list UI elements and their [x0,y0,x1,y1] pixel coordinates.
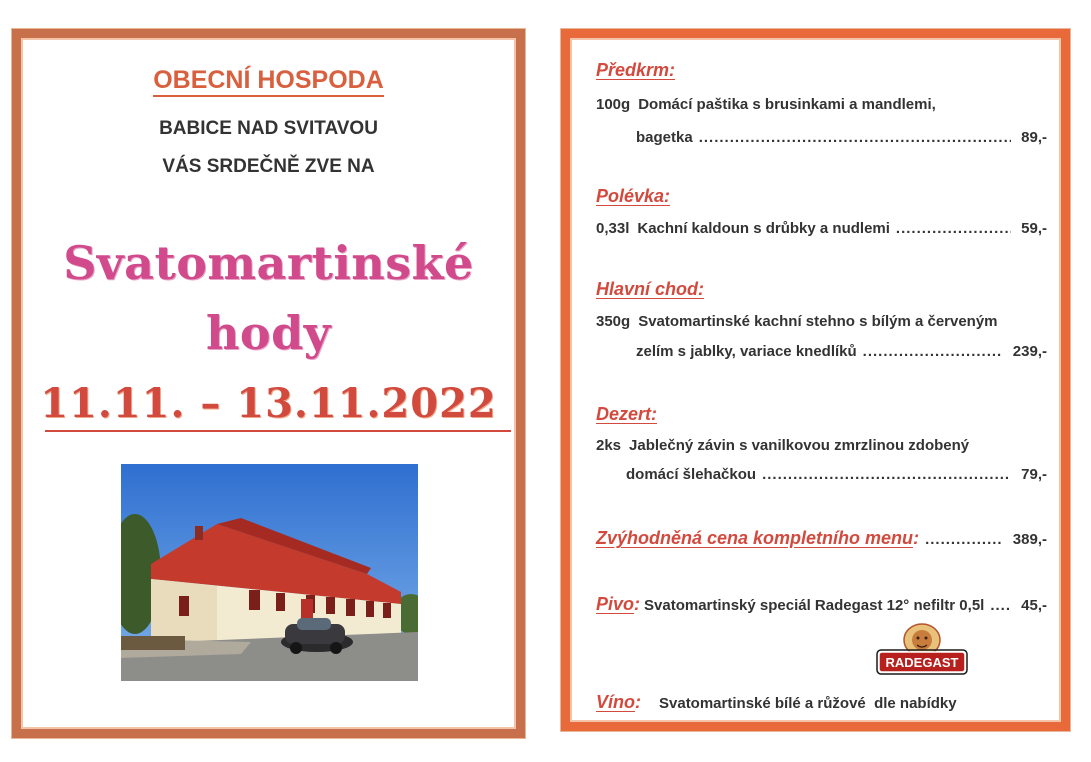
soup-price: 59,- [1021,220,1047,237]
starter-heading: Předkrm: [596,60,676,80]
event-date: 11.11. – 13.11.2022 [40,380,497,427]
starter-price: 89,- [1021,129,1047,146]
dessert-line-2 [626,466,1047,483]
village-name: BABICE NAD SVITAVOU [159,118,378,139]
soup-line [596,220,1047,237]
beer-desc: Svatomartinský speciál Radegast 12° nefiltr 0,5l [644,597,985,614]
radegast-logo-text: RADEGAST [885,655,959,670]
leader-dots [699,129,1011,146]
main-line-1 [596,313,1047,330]
main-qty: 350g [596,313,631,330]
dessert-qty: 2ks [596,437,622,454]
leader-dots [863,343,1003,360]
beer-price: 45,- [1021,597,1047,614]
dessert-price: 79,- [1021,466,1047,483]
dessert-desc: Jablečný závin s vanilkovou zmrzlinou zdobený [629,437,970,454]
soup-heading: Polévka: [596,186,671,206]
leader-dots [990,597,1011,614]
main-price: 239,- [1012,343,1047,360]
invitation-text: VÁS SRDEČNĚ ZVE NA [162,156,375,177]
starter-desc-cont: bagetka [636,129,693,146]
soup-qty: 0,33l [596,220,630,237]
complete-menu-colon: : [913,528,920,548]
beer-colon: : [634,594,641,614]
complete-menu-price: 389,- [1012,531,1047,548]
main-desc-cont: zelím s jablky, variace knedlíků [636,343,857,360]
main-line-2 [636,343,1047,360]
dessert-desc-cont: domácí šlehačkou [626,466,757,483]
starter-qty: 100g [596,96,631,113]
soup-desc: Kachní kaldoun s drůbky a nudlemi [637,220,890,237]
starter-line-1 [596,96,1047,113]
poster-panel [12,29,525,738]
dessert-line-1 [596,437,1047,454]
main-desc: Svatomartinské kachní stehno s bílým a červeným [638,313,998,330]
complete-menu-line [596,528,1047,549]
pub-title: OBECNÍ HOSPODA [21,66,516,95]
event-title: Svatomartinské [63,236,474,290]
complete-menu-label: Zvýhodněná cena kompletního menu [596,528,914,548]
wine-desc: Svatomartinské bílé a růžové dle nabídky [659,695,957,712]
wine-line [596,692,1047,713]
wine-colon: : [635,692,641,712]
beer-label: Pivo [596,594,635,614]
leader-dots [896,220,1011,237]
date-underline [45,430,511,432]
wine-label: Víno [596,692,635,712]
building-photo [121,464,418,681]
starter-line-2 [636,129,1047,146]
leader-dots [925,531,1003,548]
dessert-heading: Dezert: [596,404,658,424]
leader-dots [762,466,1011,483]
event-title-second-line: hody [205,306,332,360]
starter-desc: Domácí paštika s brusinkami a mandlemi, [638,96,936,113]
main-heading: Hlavní chod: [596,279,705,299]
menu-panel [561,29,1070,731]
beer-line [596,594,1047,615]
radegast-logo [875,622,969,680]
